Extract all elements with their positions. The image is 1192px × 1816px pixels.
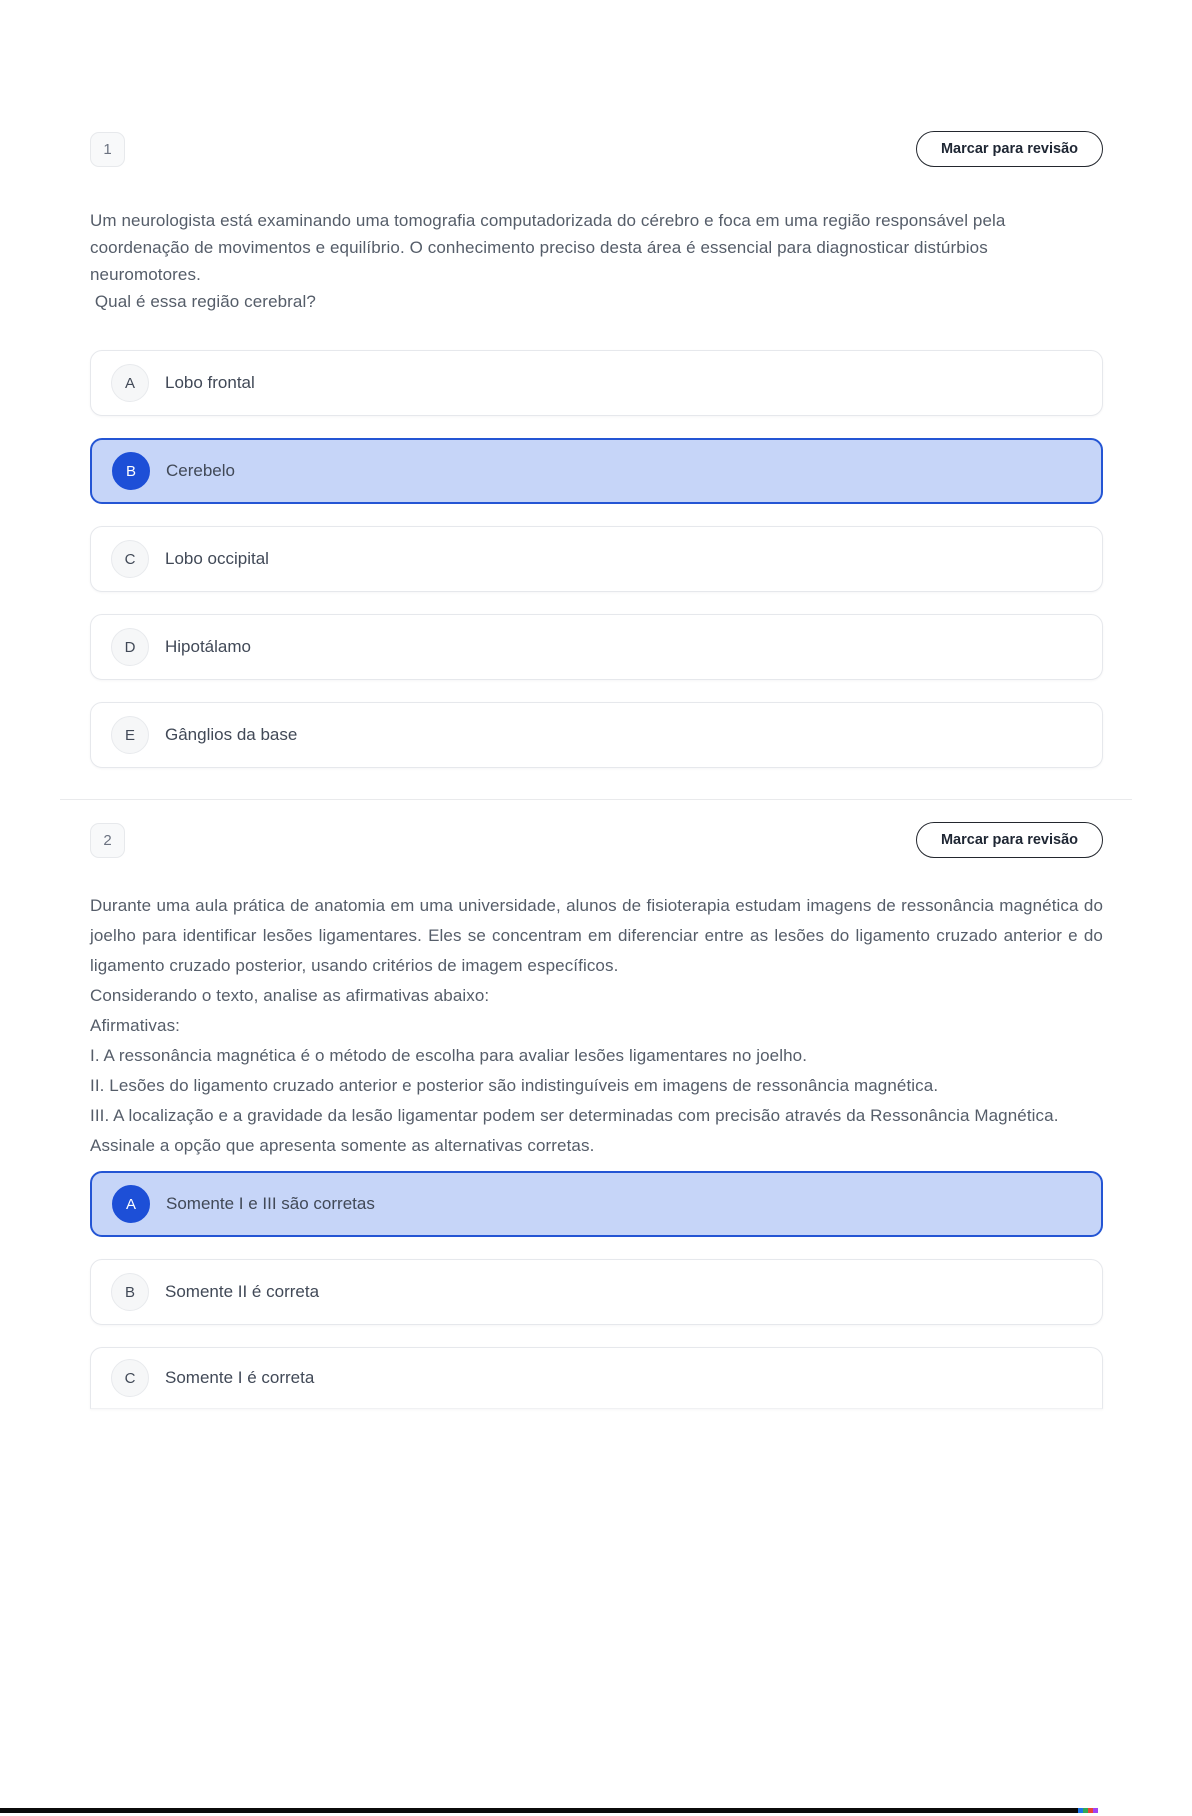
answer-option[interactable] <box>90 1171 1103 1237</box>
answer-option[interactable] <box>90 614 1103 680</box>
option-label: Somente II é correta <box>165 1282 320 1301</box>
question-paragraph: Qual é essa região cerebral? <box>90 292 316 311</box>
question-text <box>90 207 1103 315</box>
artifact-color-segment <box>1093 1808 1098 1813</box>
option-label: Lobo occipital <box>165 549 269 568</box>
question-text <box>90 891 1108 1161</box>
mark-for-review-button[interactable]: Marcar para revisão <box>916 822 1103 858</box>
question-paragraph: III. A localização e a gravidade da lesão ligamentar podem ser determinadas com precisão através da Ressonância Magnética. <box>90 1106 1059 1125</box>
question-header <box>90 822 1103 858</box>
answer-option[interactable] <box>90 526 1103 592</box>
option-letter-badge: A <box>112 1185 150 1223</box>
mark-for-review-button[interactable]: Marcar para revisão <box>916 131 1103 167</box>
question-number-badge: 1 <box>90 132 125 167</box>
question-paragraph: Considerando o texto, analise as afirmativas abaixo: <box>90 986 490 1005</box>
option-letter-badge: C <box>111 540 149 578</box>
bottom-artifact-bar <box>0 1808 1078 1813</box>
option-letter-badge: A <box>111 364 149 402</box>
option-label: Hipotálamo <box>165 637 251 656</box>
option-label: Lobo frontal <box>165 373 255 392</box>
answer-option[interactable] <box>90 350 1103 416</box>
option-letter-badge: E <box>111 716 149 754</box>
option-label: Cerebelo <box>166 461 235 480</box>
option-letter-badge: D <box>111 628 149 666</box>
option-label: Somente I e III são corretas <box>166 1194 375 1213</box>
option-label: Gânglios da base <box>165 725 298 744</box>
option-label: Somente I é correta <box>165 1368 315 1387</box>
question-header <box>90 131 1103 167</box>
option-letter-badge: B <box>112 452 150 490</box>
question-paragraph: Um neurologista está examinando uma tomografia computadorizada do cérebro e foca em uma região responsável pela coordenação de movimentos e equilíbrio. O conhecimento preciso desta área é essencial para diagnosticar distúrbios neuromotores. <box>90 211 1011 284</box>
question-paragraph: Durante uma aula prática de anatomia em uma universidade, alunos de fisioterapia estudam imagens de ressonância magnética do joelho para identificar lesões ligamentares. Eles se concentram em diferenciar entre as lesões do ligamento cruzado anterior e do ligamento cruzado posterior, usando critérios de imagem específicos. <box>90 896 1108 975</box>
options-list <box>90 350 1103 768</box>
answer-option[interactable] <box>90 1259 1103 1325</box>
question-paragraph: I. A ressonância magnética é o método de escolha para avaliar lesões ligamentares no joelho. <box>90 1046 808 1065</box>
quiz-page <box>0 131 1192 1816</box>
question-paragraph: II. Lesões do ligamento cruzado anterior e posterior são indistinguíveis em imagens de ressonância magnética. <box>90 1076 939 1095</box>
question-number-badge: 2 <box>90 823 125 858</box>
question-paragraph: Afirmativas: <box>90 1016 180 1035</box>
option-letter-badge: B <box>111 1273 149 1311</box>
question-paragraph: Assinale a opção que apresenta somente as alternativas corretas. <box>90 1136 595 1155</box>
answer-option[interactable] <box>90 702 1103 768</box>
question-divider <box>60 799 1132 800</box>
question-block <box>0 822 1192 1409</box>
option-letter-badge: C <box>111 1359 149 1397</box>
options-list <box>90 1171 1103 1409</box>
answer-option[interactable] <box>90 438 1103 504</box>
question-block <box>0 131 1192 768</box>
questions-container <box>0 131 1192 1409</box>
answer-option[interactable] <box>90 1347 1103 1409</box>
